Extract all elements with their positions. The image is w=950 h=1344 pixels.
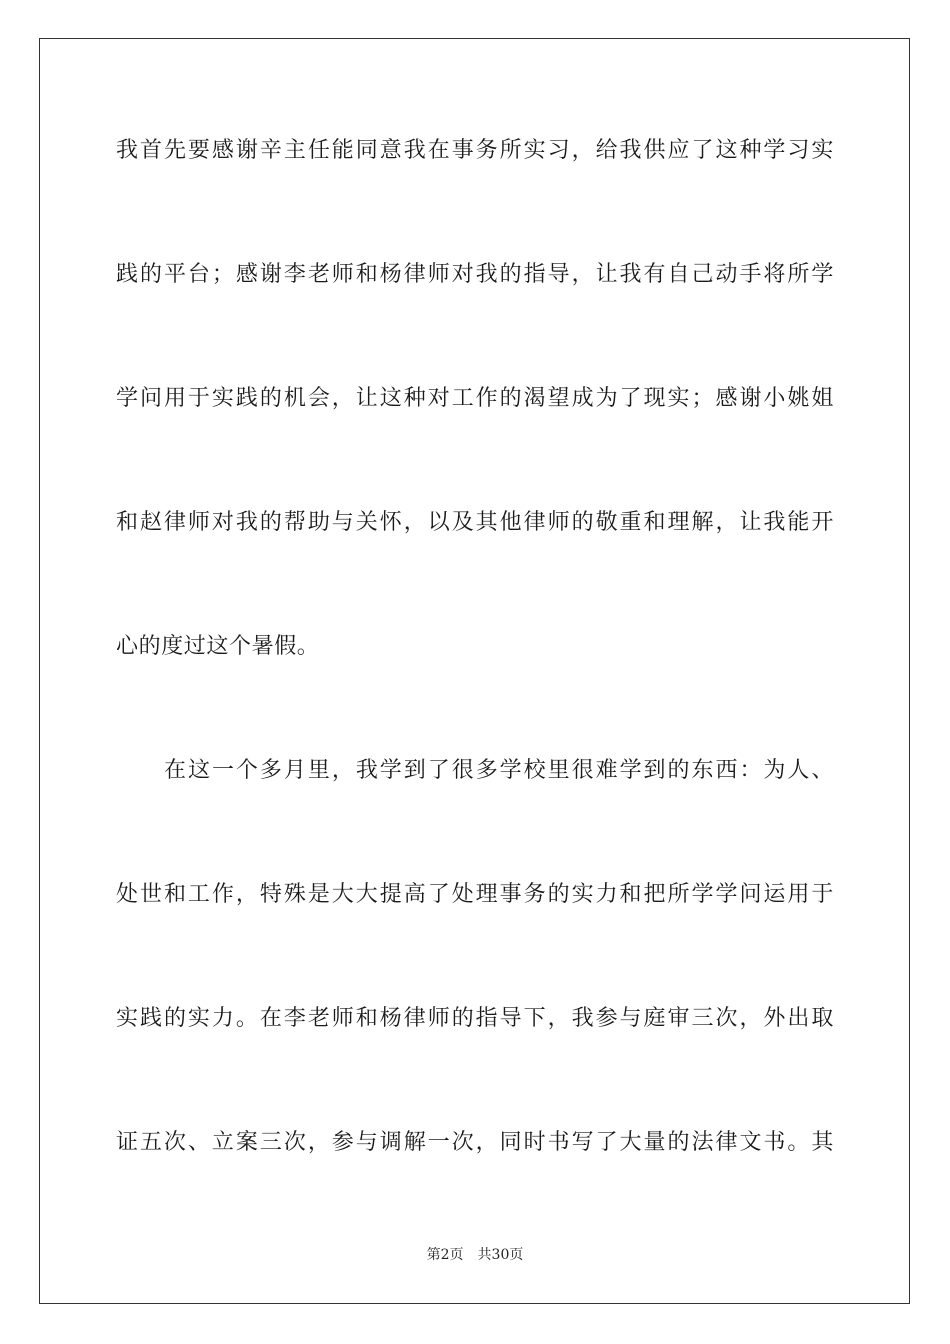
paragraph-line: 在这一个多月里，我学到了很多学校里很难学到的东西：为人、 (164, 758, 834, 783)
paragraph-line: 我首先要感谢辛主任能同意我在事务所实习，给我供应了这种学习实 (116, 138, 834, 163)
paragraph-line: 心的度过这个暑假。 (116, 634, 320, 659)
page-number: 第2页 (426, 1247, 464, 1263)
paragraph-line: 实践的实力。在李老师和杨律师的指导下，我参与庭审三次，外出取 (116, 1006, 834, 1031)
page-total: 共30页 (477, 1247, 524, 1263)
paragraph-line: 处世和工作，特殊是大大提高了处理事务的实力和把所学学问运用于 (116, 882, 834, 907)
paragraph-line: 学问用于实践的机会，让这种对工作的渴望成为了现实；感谢小姚姐 (116, 386, 834, 411)
page-footer (0, 1245, 950, 1265)
paragraph-line: 和赵律师对我的帮助与关怀，以及其他律师的敬重和理解，让我能开 (116, 510, 834, 535)
paragraph-line: 证五次、立案三次，参与调解一次，同时书写了大量的法律文书。其 (116, 1130, 834, 1155)
paragraph-line: 践的平台；感谢李老师和杨律师对我的指导，让我有自己动手将所学 (116, 262, 834, 287)
page-border (39, 38, 910, 1304)
